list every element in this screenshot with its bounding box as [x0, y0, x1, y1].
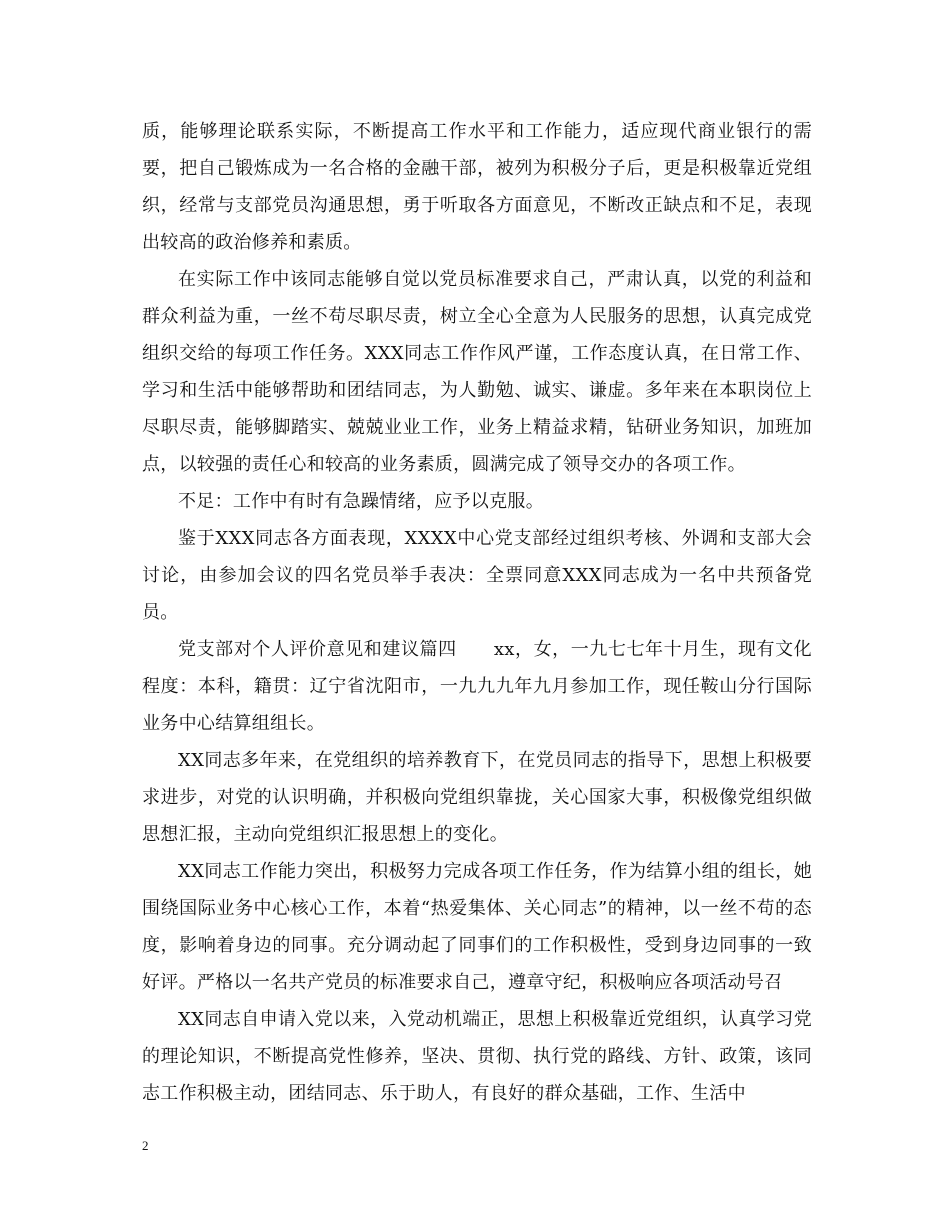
- paragraph-6: XX同志多年来，在党组织的培养教育下，在党员同志的指导下，思想上积极要求进步，对党的认识明确，并积极向党组织靠拢，关心国家大事，积极像党组织做思想汇报，主动向党组织汇报思想上的变化。: [142, 750, 812, 845]
- paragraph-5: 党支部对个人评价意见和建议篇四 xx，女，一九七七年十月生，现有文化程度：本科，籍贯：辽宁省沈阳市，一九九九年九月参加工作，现任鞍山分行国际业务中心结算组组长。: [142, 639, 812, 734]
- page-number: 2: [142, 1138, 149, 1153]
- document-body: [142, 113, 812, 1112]
- paragraph-4: 鉴于XXX同志各方面表现，XXXX中心党支部经过组织考核、外调和支部大会讨论，由参加会议的四名党员举手表决：全票同意XXX同志成为一名中共预备党员。: [142, 528, 812, 623]
- paragraph-2: 在实际工作中该同志能够自觉以党员标准要求自己，严肃认真，以党的利益和群众利益为重，一丝不苟尽职尽责，树立全心全意为人民服务的思想，认真完成党组织交给的每项工作任务。XXX同志工作作风严谨，工作态度认真，在日常工作、学习和生活中能够帮助和团结同志，为人勤勉、诚实、谦虚。多年来在本职岗位上尽职尽责，能够脚踏实、兢兢业业工作，业务上精益求精，钻研业务知识，加班加点，以较强的责任心和较高的业务素质，圆满完成了领导交办的各项工作。: [142, 269, 812, 475]
- paragraph-3: 不足：工作中有时有急躁情绪，应予以克服。: [178, 491, 544, 512]
- paragraph-8: XX同志自申请入党以来，入党动机端正，思想上积极靠近党组织，认真学习党的理论知识，不断提高党性修养，坚决、贯彻、执行党的路线、方针、政策，该同志工作积极主动，团结同志、乐于助人，有良好的群众基础，工作、生活中: [142, 1009, 812, 1104]
- paragraph-1: 质，能够理论联系实际，不断提高工作水平和工作能力，适应现代商业银行的需要，把自己锻炼成为一名合格的金融干部，被列为积极分子后，更是积极靠近党组织，经常与支部党员沟通思想，勇于听取各方面意见，不断改正缺点和不足，表现出较高的政治修养和素质。: [142, 121, 812, 253]
- paragraph-7: XX同志工作能力突出，积极努力完成各项工作任务，作为结算小组的组长，她围绕国际业务中心核心工作，本着“热爱集体、关心同志”的精神，以一丝不苟的态度，影响着身边的同事。充分调动起了同事们的工作积极性，受到身边同事的一致好评。严格以一名共产党员的标准要求自己，遵章守纪，积极响应各项活动号召: [142, 861, 812, 993]
